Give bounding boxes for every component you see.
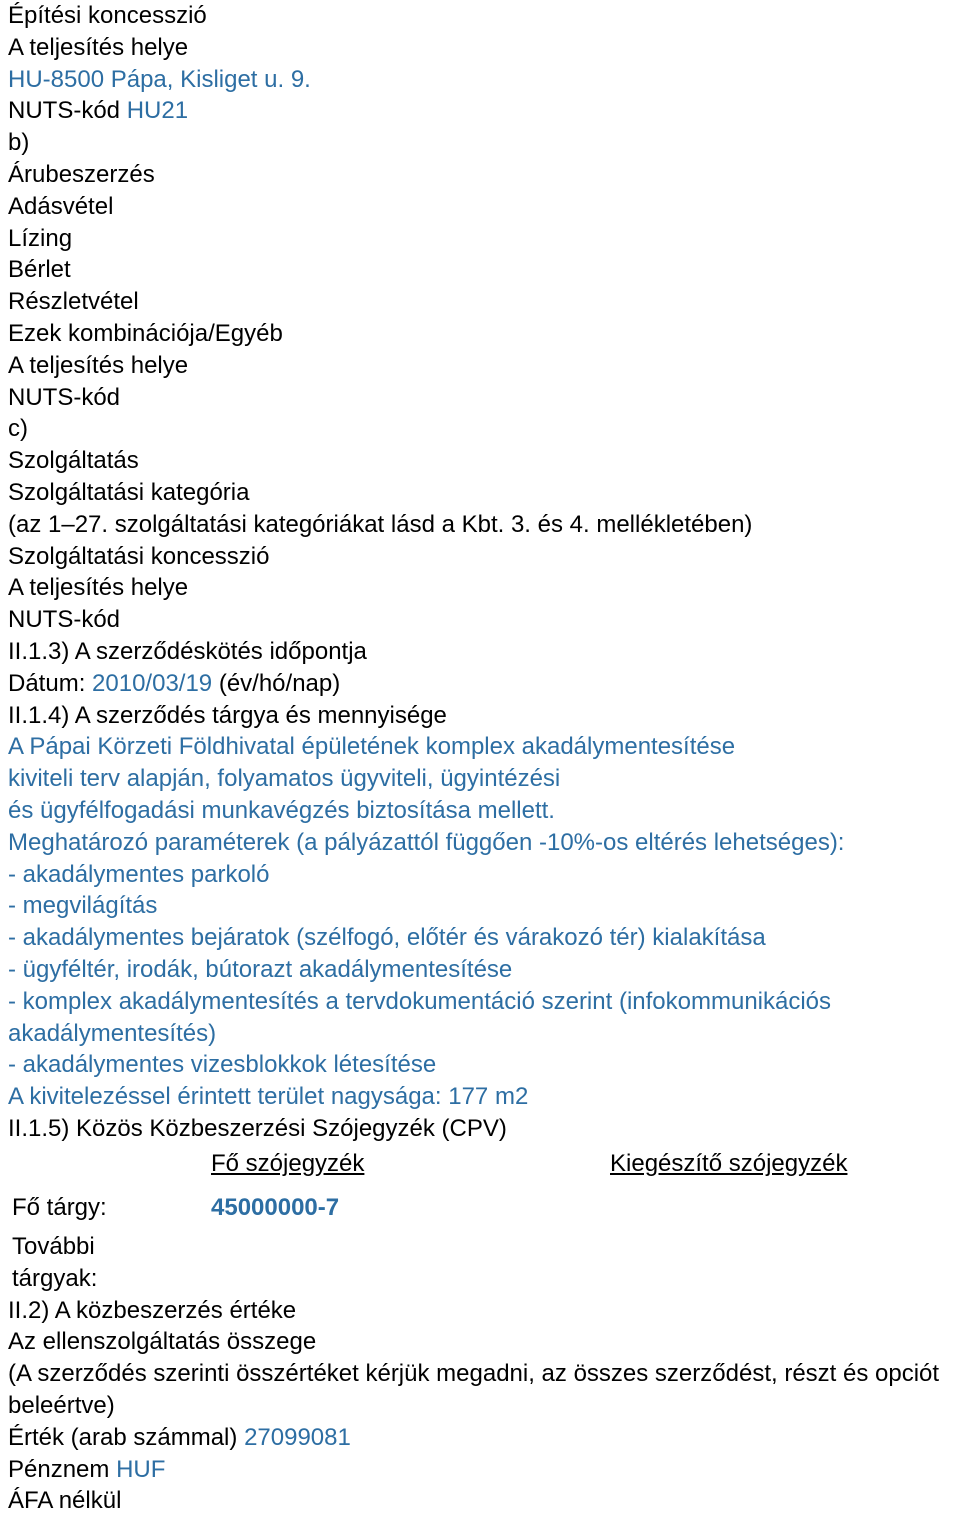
- services-label: Szolgáltatás: [8, 447, 139, 475]
- hire-purchase-label: Részletvétel: [8, 288, 139, 316]
- date-format-hint: (év/hó/nap): [218, 669, 341, 697]
- currency-label: Pénznem: [8, 1455, 110, 1483]
- vat-note: ÁFA nélkül: [8, 1487, 122, 1515]
- place-of-performance-label-2: A teljesítés helye: [8, 351, 189, 379]
- nuts-code-label: NUTS-kód: [8, 97, 121, 125]
- description-line: A kivitelezéssel érintett terület nagysága: 177 m2: [8, 1083, 529, 1111]
- date-value: 2010/03/19: [92, 669, 213, 697]
- nuts-code-label-2: NUTS-kód: [8, 383, 121, 411]
- description-line: A Pápai Körzeti Földhivatal épületének komplex akadálymentesítése: [8, 733, 736, 761]
- description-line: és ügyfélfogadási munkavégzés biztosítása mellett.: [8, 796, 555, 824]
- concession-type-works: Építési koncesszió: [8, 2, 207, 29]
- section-c-marker: c): [8, 415, 28, 443]
- section-subject-heading: II.1.4) A szerződés tárgya és mennyisége: [8, 701, 447, 729]
- place-of-performance-label: A teljesítés helye: [8, 33, 189, 61]
- procurement-notice-document: [8, 0, 958, 1517]
- description-line: - ügyféltér, irodák, bútorazt akadálymentesítése: [8, 955, 513, 983]
- value-row: [8, 1422, 958, 1454]
- description-line: - komplex akadálymentesítés a tervdokumentáció szerint (infokommunikációs: [8, 987, 832, 1015]
- description-line: kiviteli terv alapján, folyamatos ügyviteli, ügyintézési: [8, 765, 561, 793]
- section-value-heading: II.2) A közbeszerzés értéke: [8, 1296, 297, 1324]
- value-amount: 27099081: [244, 1423, 351, 1451]
- service-category-label: Szolgáltatási kategória: [8, 478, 250, 506]
- section-contract-date-heading: II.1.3) A szerződéskötés időpontja: [8, 637, 367, 665]
- description-line: - megvilágítás: [8, 892, 158, 920]
- cpv-main-subject-row: [8, 1187, 958, 1231]
- main-subject-label: Fő tárgy:: [12, 1193, 107, 1221]
- further-subjects-label-line2: tárgyak:: [12, 1264, 98, 1292]
- cpv-table-header: [8, 1149, 958, 1187]
- description-line: Meghatározó paraméterek (a pályázattól függően -10%-os eltérés lehetséges):: [8, 828, 845, 856]
- description-line: - akadálymentes vizesblokkok létesítése: [8, 1051, 437, 1079]
- place-of-performance-address: HU-8500 Pápa, Kisliget u. 9.: [8, 65, 311, 93]
- currency-row: [8, 1454, 958, 1486]
- currency-value: HUF: [116, 1455, 166, 1483]
- cpv-further-subjects-row: [8, 1231, 958, 1295]
- section-cpv-heading: II.1.5) Közös Közbeszerzési Szójegyzék (CPV): [8, 1114, 507, 1142]
- leasing-label: Lízing: [8, 224, 73, 252]
- supplies-label: Árubeszerzés: [8, 160, 155, 188]
- purchase-label: Adásvétel: [8, 192, 114, 220]
- rental-label: Bérlet: [8, 256, 71, 284]
- nuts-code-row: [8, 95, 958, 127]
- description-line: akadálymentesítés): [8, 1019, 217, 1047]
- value-subheading: Az ellenszolgáltatás összege: [8, 1328, 317, 1356]
- combination-label: Ezek kombinációja/Egyéb: [8, 319, 283, 347]
- nuts-code-label-3: NUTS-kód: [8, 606, 121, 634]
- description-line: - akadálymentes parkoló: [8, 860, 270, 888]
- nuts-code-value: HU21: [126, 97, 189, 125]
- value-label: Érték (arab számmal): [8, 1423, 238, 1451]
- place-of-performance-label-3: A teljesítés helye: [8, 574, 189, 602]
- description-line: - akadálymentes bejáratok (szélfogó, előtér és várakozó tér) kialakítása: [8, 924, 766, 952]
- contract-date-row: [8, 668, 958, 700]
- section-b-marker: b): [8, 129, 30, 157]
- further-subjects-label-line1: További: [12, 1232, 95, 1260]
- supplementary-vocabulary-heading: Kiegészítő szójegyzék: [610, 1149, 848, 1177]
- main-vocabulary-heading: Fő szójegyzék: [211, 1149, 365, 1177]
- main-subject-cpv-code: 45000000-7: [211, 1193, 340, 1221]
- service-category-note: (az 1–27. szolgáltatási kategóriákat lásd a Kbt. 3. és 4. mellékletében): [8, 510, 753, 538]
- date-label: Dátum:: [8, 669, 86, 697]
- service-concession-label: Szolgáltatási koncesszió: [8, 542, 270, 570]
- value-instruction-note: (A szerződés szerinti összértéket kérjük megadni, az összes szerződést, részt és opciót beleértve): [8, 1360, 940, 1420]
